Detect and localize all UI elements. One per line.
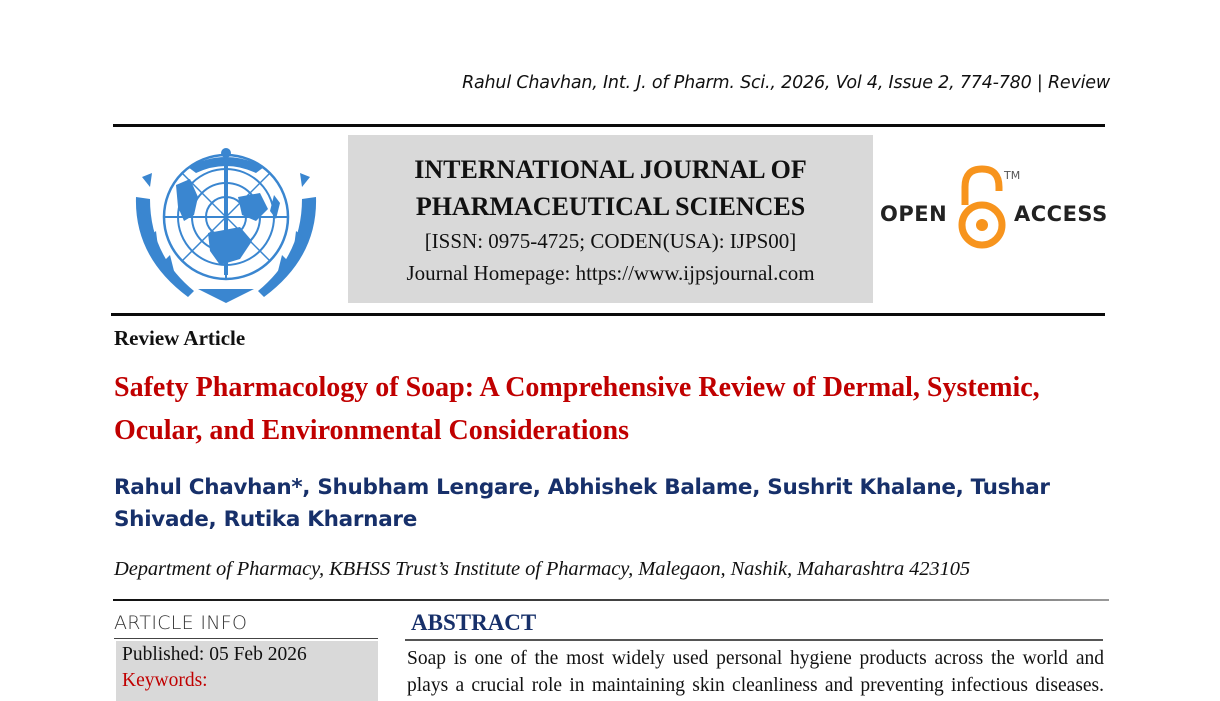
article-title: Safety Pharmacology of Soap: A Comprehensive Review of Dermal, Systemic, Ocular, and Environmental Considerations: [114, 372, 1040, 446]
open-access-logo: [880, 165, 1110, 255]
open-access-word-access: ACCESS: [1014, 202, 1108, 226]
open-access-word-open: OPEN: [880, 202, 948, 226]
open-padlock-icon: [957, 165, 1007, 256]
journal-name: [348, 151, 873, 225]
abstract-line-2: plays a crucial role in maintaining skin cleanliness and preventing infectious diseases.: [407, 675, 1104, 696]
published-date: Published: 05 Feb 2026: [122, 644, 307, 665]
journal-homepage-link[interactable]: Journal Homepage: https://www.ijpsjournal.com: [406, 261, 815, 285]
abstract-heading: ABSTRACT: [411, 610, 537, 635]
abstract-text: [407, 645, 1104, 699]
abstract-rule: [405, 639, 1103, 641]
article-info-box: [116, 641, 378, 701]
journal-name-line-2: PHARMACEUTICAL SCIENCES: [415, 192, 806, 221]
article-type: Review Article: [114, 326, 246, 350]
article-info-heading: ARTICLE INFO: [114, 612, 248, 634]
journal-emblem-icon: [128, 137, 324, 305]
article-info-rule: [114, 638, 378, 639]
masthead-bottom-rule: [111, 313, 1105, 316]
trademark-mark: TM: [1004, 169, 1021, 182]
journal-masthead-box: [348, 135, 873, 303]
affiliation-divider: [113, 599, 1109, 601]
affiliation: Department of Pharmacy, KBHSS Trust’s Institute of Pharmacy, Malegaon, Nashik, Maharashtra 423105: [114, 558, 971, 580]
author-list: Rahul Chavhan*, Shubham Lengare, Abhishek Balame, Sushrit Khalane, Tushar Shivade, Rutika Kharnare: [114, 475, 1050, 532]
issn-coden: [ISSN: 0975-4725; CODEN(USA): IJPS00]: [424, 229, 797, 253]
masthead-top-rule: [113, 124, 1105, 127]
abstract-line-1: Soap is one of the most widely used personal hygiene products across the world and: [407, 648, 1104, 669]
running-header: Rahul Chavhan, Int. J. of Pharm. Sci., 2026, Vol 4, Issue 2, 774-780 | Review: [462, 73, 1110, 93]
keywords-label: Keywords:: [122, 670, 208, 691]
journal-name-line-1: INTERNATIONAL JOURNAL OF: [414, 155, 807, 184]
